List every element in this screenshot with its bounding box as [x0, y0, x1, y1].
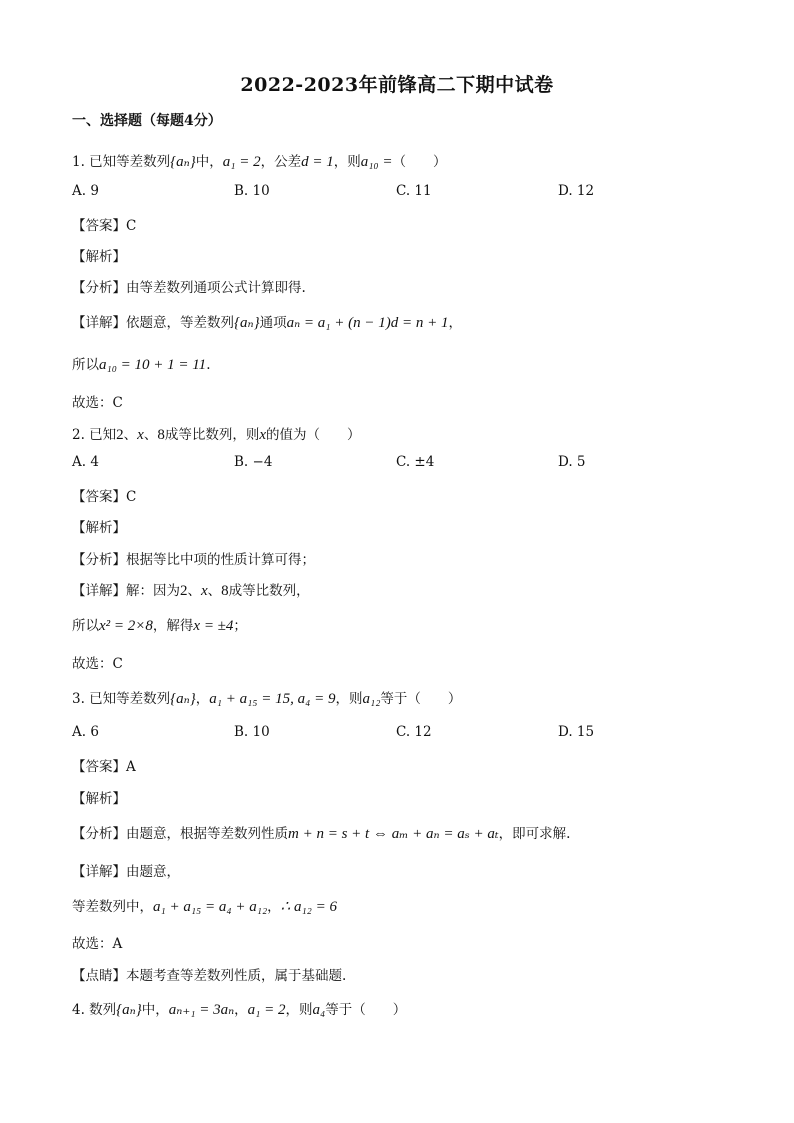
q1-option-a: A. 9 — [72, 183, 99, 199]
q3-derivation: 等差数列中，a₁ + a₁₅ = a₄ + a₁₂，∴ a₁₂ = 6 — [72, 899, 338, 915]
q2-choose: 故选：C — [72, 656, 123, 672]
q3-option-c: C. 12 — [396, 724, 432, 740]
q1-fenxi: 【分析】由等差数列通项公式计算即得. — [72, 280, 306, 296]
sequence-notation: {aₙ} — [170, 154, 196, 170]
q2-answer: 【答案】C — [72, 489, 137, 505]
q1-option-b: B. 10 — [234, 183, 270, 199]
q3-jiexi: 【解析】 — [72, 791, 126, 807]
page-title: 2022-2023年前锋高二下期中试卷 — [240, 74, 554, 96]
question-3-stem: 3. 已知等差数列{aₙ}，a₁ + a₁₅ = 15, a₄ = 9，则a₁₂等于（ ） — [72, 691, 462, 707]
q3-option-b: B. 10 — [234, 724, 270, 740]
q3-fenxi: 【分析】由题意，根据等差数列性质m + n = s + t ⇔ aₘ + aₙ = aₛ + aₜ，即可求解. — [72, 826, 571, 842]
q3-dianjing: 【点睛】本题考查等差数列性质，属于基础题. — [72, 968, 347, 984]
q3-xiangjie: 【详解】由题意， — [72, 864, 180, 880]
q2-conclusion: 所以x² = 2×8，解得x = ±4； — [72, 618, 247, 634]
q1-jiexi: 【解析】 — [72, 249, 126, 265]
section-heading: 一、选择题（每题4分） — [72, 113, 222, 129]
q2-option-a: A. 4 — [72, 454, 99, 470]
q1-option-d: D. 12 — [558, 183, 595, 199]
q3-option-a: A. 6 — [72, 724, 99, 740]
question-1-stem: 1. 已知等差数列{aₙ}中，a₁ = 2，公差d = 1，则a₁₀ =（ ） — [72, 154, 447, 170]
q1-answer: 【答案】C — [72, 218, 137, 234]
q2-option-d: D. 5 — [558, 454, 586, 470]
q3-option-d: D. 15 — [558, 724, 595, 740]
question-2-stem: 2. 已知2、x、8成等比数列，则x的值为（ ） — [72, 427, 361, 443]
q3-choose: 故选：A — [72, 936, 123, 952]
q1-choose: 故选：C — [72, 395, 123, 411]
q1-option-c: C. 11 — [396, 183, 432, 199]
q2-fenxi: 【分析】根据等比中项的性质计算可得； — [72, 552, 315, 568]
q2-option-b: B. −4 — [234, 454, 273, 470]
q2-option-c: C. ±4 — [396, 454, 435, 470]
q2-jiexi: 【解析】 — [72, 520, 126, 536]
q1-conclusion: 所以a₁₀ = 10 + 1 = 11. — [72, 357, 211, 373]
q3-answer: 【答案】A — [72, 759, 136, 775]
question-4-stem: 4. 数列{aₙ}中，aₙ₊₁ = 3aₙ，a₁ = 2，则a₄等于（ ） — [72, 1002, 407, 1018]
q1-xiangjie: 【详解】依题意，等差数列{aₙ}通项aₙ = a₁ + (n − 1)d = n + 1， — [72, 315, 462, 331]
q2-xiangjie: 【详解】解：因为2、x、8成等比数列， — [72, 583, 310, 599]
